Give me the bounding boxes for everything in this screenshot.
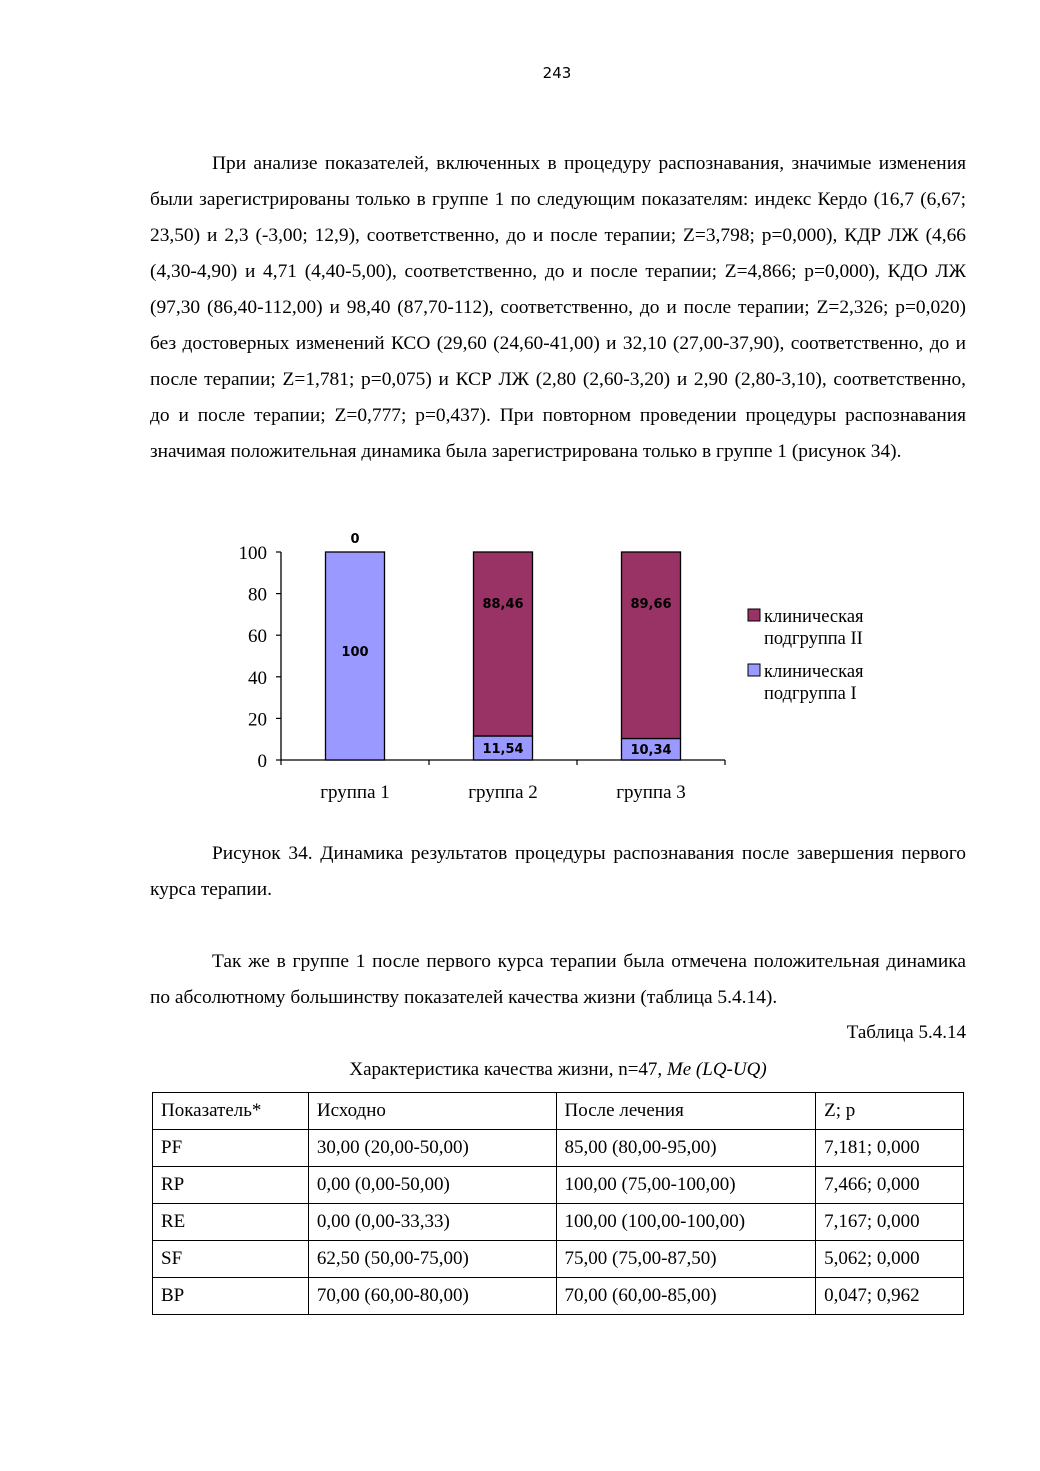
table-title [150,1055,966,1085]
y-tick-label: 100 [238,543,267,564]
table-header-cell: Z; p [816,1093,964,1130]
table-row [153,1241,964,1278]
legend-label: подгруппа II [764,629,863,649]
table-cell: 0,047; 0,962 [816,1278,964,1315]
bar-segment [622,552,681,738]
table-header-cell: После лечения [556,1093,816,1130]
table-header-cell: Показатель* [153,1093,309,1130]
table-header-cell: Исходно [308,1093,556,1130]
paragraph-1 [150,146,966,470]
table-cell: RP [153,1167,309,1204]
y-tick-label: 60 [248,626,267,648]
y-tick-label: 40 [248,667,267,689]
data-label: 100 [341,645,369,660]
table-cell: SF [153,1241,309,1278]
table-title-italic: Me (LQ-UQ) [666,1059,767,1080]
table-number: Таблица 5.4.14 [846,1022,966,1043]
data-label: 0 [350,532,360,547]
legend-label: подгруппа I [764,684,857,704]
table-cell: 85,00 (80,00-95,00) [556,1130,816,1167]
figure-caption-text: Рисунок 34. Динамика результатов процедуры распознавания после завершения первого курса терапии. [150,843,966,900]
y-tick-label: 80 [248,584,267,606]
table-title-text: Характеристика качества жизни, n=47, [349,1059,663,1080]
bar-chart [220,520,920,820]
table-cell: BP [153,1278,309,1315]
table-cell: RE [153,1204,309,1241]
x-tick-label: группа 1 [320,782,390,803]
y-tick-label: 0 [257,751,267,772]
data-label: 89,66 [630,597,672,612]
table-cell: 100,00 (75,00-100,00) [556,1167,816,1204]
table-cell: 7,466; 0,000 [816,1167,964,1204]
table-row [153,1167,964,1204]
x-tick-label: группа 2 [468,782,538,803]
legend-label: клиническая [764,607,864,627]
legend-swatch [748,664,760,676]
data-label: 88,46 [482,597,524,612]
quality-of-life-table [152,1092,964,1315]
chart-legend [748,607,864,704]
table-cell: 5,062; 0,000 [816,1241,964,1278]
figure-caption [150,836,966,908]
table-cell: 75,00 (75,00-87,50) [556,1241,816,1278]
table-cell: 0,00 (0,00-50,00) [308,1167,556,1204]
table-cell: 100,00 (100,00-100,00) [556,1204,816,1241]
table-cell: 70,00 (60,00-85,00) [556,1278,816,1315]
legend-label: клиническая [764,662,864,682]
table-row [153,1278,964,1315]
paragraph-1-text: При анализе показателей, включенных в процедуру распознавания, значимые изменения были зарегистрированы только в группе 1 по следующим показателям: индекс Кердо (16,7 (6,67; 23,50) и 2,3 (-3,00; 12,9), соответственно, до и после терапии; Z=3,798; p=0,000), КДР ЛЖ (4,66 (4,30-4,90) и 4,71 (4,40-5,00), соответственно, до и после терапии; Z=4,866; p=0,000), КДО ЛЖ (97,30 (86,40-112,00) и 98,40 (87,70-112), соответственно, до и после терапии; Z=2,326; p=0,020) без достоверных изменений КСО (29,60 (24,60-41,00) и 32,10 (27,00-37,90), соответственно, до и после терапии; Z=1,781; p=0,075) и КСР ЛЖ (2,80 (2,60-3,20) и 2,90 (2,80-3,10), соответственно, до и после терапии; Z=0,777; p=0,437). При повторном проведении процедуры распознавания значимая положительная динамика была зарегистрирована только в группе 1 (рисунок 34). [150,153,966,462]
table-cell: 62,50 (50,00-75,00) [308,1241,556,1278]
table-cell: 7,167; 0,000 [816,1204,964,1241]
table-cell: 7,181; 0,000 [816,1130,964,1167]
table-cell: 0,00 (0,00-33,33) [308,1204,556,1241]
x-tick-label: группа 3 [616,782,686,803]
paragraph-2 [150,944,966,1016]
table-cell: 70,00 (60,00-80,00) [308,1278,556,1315]
data-label: 11,54 [482,741,524,757]
legend-swatch [748,609,760,621]
y-tick-label: 20 [248,709,267,731]
data-label: 10,34 [630,743,672,759]
bar-segment [474,552,533,736]
table-cell: PF [153,1130,309,1167]
page-number: 243 [542,64,572,82]
table-header-row [153,1093,964,1130]
table-row [153,1130,964,1167]
table-row [153,1204,964,1241]
table-cell: 30,00 (20,00-50,00) [308,1130,556,1167]
chart-bars [326,532,681,760]
paragraph-2-text: Так же в группе 1 после первого курса терапии была отмечена положительная динамика по абсолютному большинству показателей качества жизни (таблица 5.4.14). [150,951,966,1008]
